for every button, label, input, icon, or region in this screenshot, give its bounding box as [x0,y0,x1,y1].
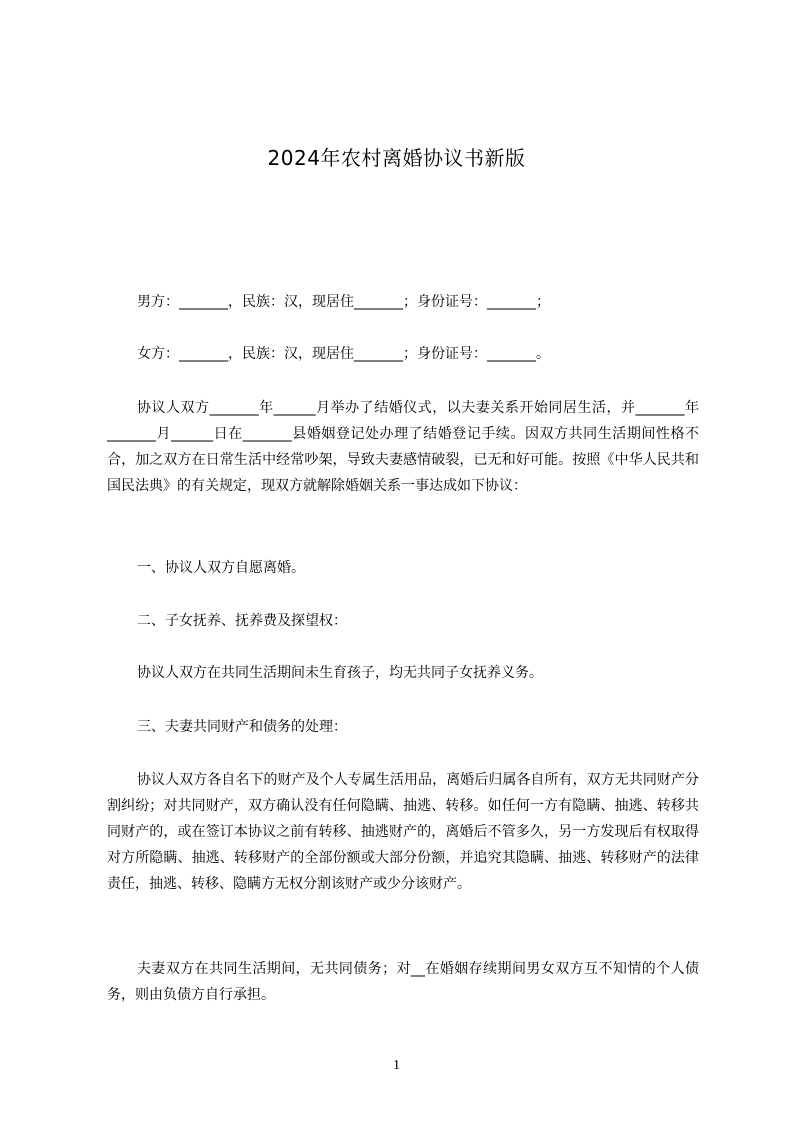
clause-heading-1: 一、协议人双方自愿离婚。 [137,560,305,576]
page-number: 1 [393,1058,400,1073]
clause-heading-2: 二、子女抚养、抚养费及探望权： [137,613,347,629]
paragraph-husband-info: 男方：_______，民族：汉，现居住_______；身份证号：_______； [137,294,550,310]
paragraph-children: 协议人双方在共同生活期间未生育孩子，均无共同子女抚养义务。 [137,665,543,681]
paragraph-marriage-background: 协议人双方_______年______月举办了结婚仪式，以夫妻关系开始同居生活，并_______年_______月______日在_______县婚姻登记处办理了结婚登记手续。因双方共同生活期间性格不合，加之双方在日常生活中经常吵架，导致夫妻感情破裂，已无和好可能。按照《中华人民共和国民法典》的有关规定，现双方就解除婚姻关系一事达成如下协议： [107,400,699,494]
paragraph-debts: 夫妻双方在共同生活期间，无共同债务；对__在婚姻存续期间男女双方互不知情的个人债务，则由负债方自行承担。 [107,961,699,1003]
clause-heading-3: 三、夫妻共同财产和债务的处理： [137,719,347,735]
document-title: 2024年农村离婚协议书新版 [267,146,526,170]
paragraph-property: 协议人双方各自名下的财产及个人专属生活用品，离婚后归属各自所有，双方无共同财产分割纠纷；对共同财产，双方确认没有任何隐瞒、抽逃、转移。如任何一方有隐瞒、抽逃、转移共同财产的，或在签订本协议之前有转移、抽逃财产的，离婚后不管多久，另一方发现后有权取得对方所隐瞒、抽逃、转移财产的全部份额或大部分份额，并追究其隐瞒、抽逃、转移财产的法律责任，抽逃、转移、隐瞒方无权分割该财产或少分该财产。 [107,772,699,892]
paragraph-wife-info: 女方：_______，民族：汉，现居住_______；身份证号：_______。 [137,346,550,362]
